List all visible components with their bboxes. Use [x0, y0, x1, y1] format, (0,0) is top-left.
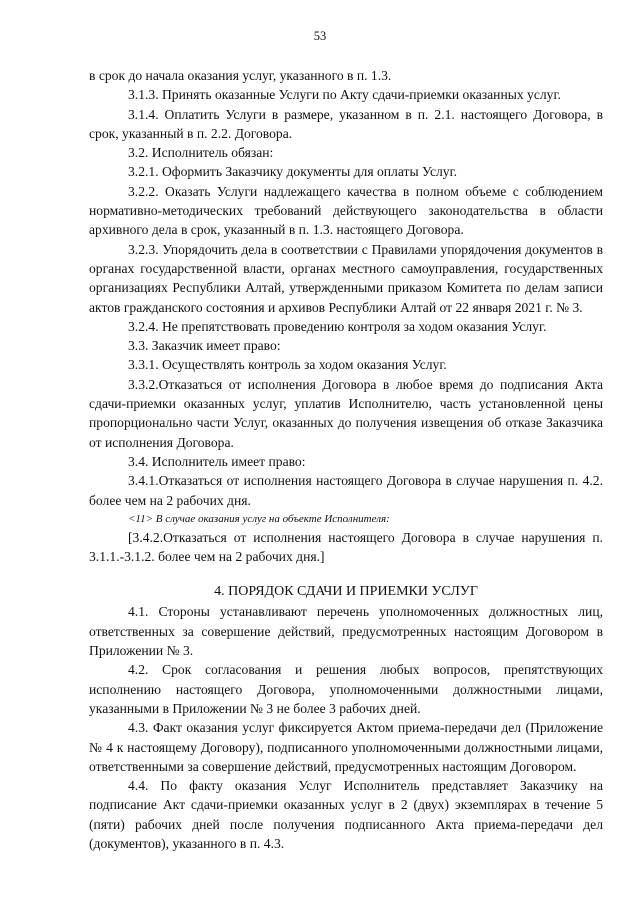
- paragraph-3-2-3: 3.2.3. Упорядочить дела в соответствии с Правилами упорядочения документов в органах государственной власти, органах местного самоуправления, государственных организациях Республики Алтай, утвержденными приказом Комитета по делам записи актов гражданского состояния и архивов Республики Алтай от 22 января 2021 г. № 3.: [89, 241, 603, 315]
- paragraph-3-4: 3.4. Исполнитель имеет право:: [128, 453, 306, 469]
- paragraph-3-2-1: 3.2.1. Оформить Заказчику документы для оплаты Услуг.: [128, 164, 458, 180]
- paragraph-3-2: 3.2. Исполнитель обязан:: [128, 145, 274, 161]
- paragraph-4-3: 4.3. Факт оказания услуг фиксируется Актом приема-передачи дел (Приложение № 4 к настоящему Договору), подписанного уполномоченными должностными лицами, ответственными за совершение действий, предусмотренных настоящим Договором.: [89, 720, 603, 774]
- paragraph-3-4-2: [3.4.2.Отказаться от исполнения настоящего Договора в случае нарушения п. 3.1.1.-3.1.2. более чем на 2 рабочих дня.]: [89, 529, 603, 565]
- paragraph-3-2-2: 3.2.2. Оказать Услуги надлежащего качества в полном объеме с соблюдением нормативно-методических требований действующего законодательства в области архивного дела в срок, указанный в п. 1.3. настоящего Договора.: [89, 183, 603, 238]
- page-number: 53: [313, 29, 327, 43]
- paragraph-3-3-2: 3.3.2.Отказаться от исполнения Договора в любое время до подписания Акта сдачи-приемки оказанных услуг, уплатив Исполнителю, часть установленной цены пропорционально части Услуг, оказанных до получения извещения об отказе Заказчика от исполнения Договора.: [89, 376, 603, 450]
- paragraph-3-3-1: 3.3.1. Осуществлять контроль за ходом оказания Услуг.: [128, 357, 447, 373]
- paragraph-3-3: 3.3. Заказчик имеет право:: [128, 338, 281, 354]
- document-body: [89, 66, 603, 853]
- paragraph-continuation: в срок до начала оказания услуг, указанного в п. 1.3.: [89, 68, 392, 83]
- section-heading: 4. ПОРЯДОК СДАЧИ И ПРИЕМКИ УСЛУГ: [214, 584, 478, 600]
- paragraph-4-4: 4.4. По факту оказания Услуг Исполнитель представляет Заказчику на подписание Акт сдачи-приемки оказанных услуг в 2 (двух) экземплярах в течение 5 (пяти) рабочих дней после получения подписанного Акта приема-передачи дел (документов), указанного в п. 4.3.: [89, 778, 603, 851]
- paragraph-3-1-3: 3.1.3. Принять оказанные Услуги по Акту сдачи-приемки оказанных услуг.: [128, 87, 561, 103]
- paragraph-4-1: 4.1. Стороны устанавливают перечень уполномоченных должностных лиц, ответственных за совершение действий, предусмотренных настоящим Договором в Приложении № 3.: [89, 604, 603, 659]
- footnote-note: <11> В случае оказания услуг на объекте Исполнителя:: [128, 512, 390, 525]
- paragraph-3-2-4: 3.2.4. Не препятствовать проведению контроля за ходом оказания Услуг.: [128, 318, 547, 334]
- paragraph-3-1-4: 3.1.4. Оплатить Услуги в размере, указанном в п. 2.1. настоящего Договора, в срок, указанный в п. 2.2. Договора.: [89, 106, 603, 141]
- paragraph-3-4-1: 3.4.1.Отказаться от исполнения настоящего Договора в случае нарушения п. 4.2. более чем на 2 рабочих дня.: [89, 473, 603, 508]
- paragraph-4-2: 4.2. Срок согласования и решения любых вопросов, препятствующих исполнению настоящего Договора, уполномоченными должностными лицами, указанными в Приложении № 3 не более 3 рабочих дней.: [89, 662, 603, 716]
